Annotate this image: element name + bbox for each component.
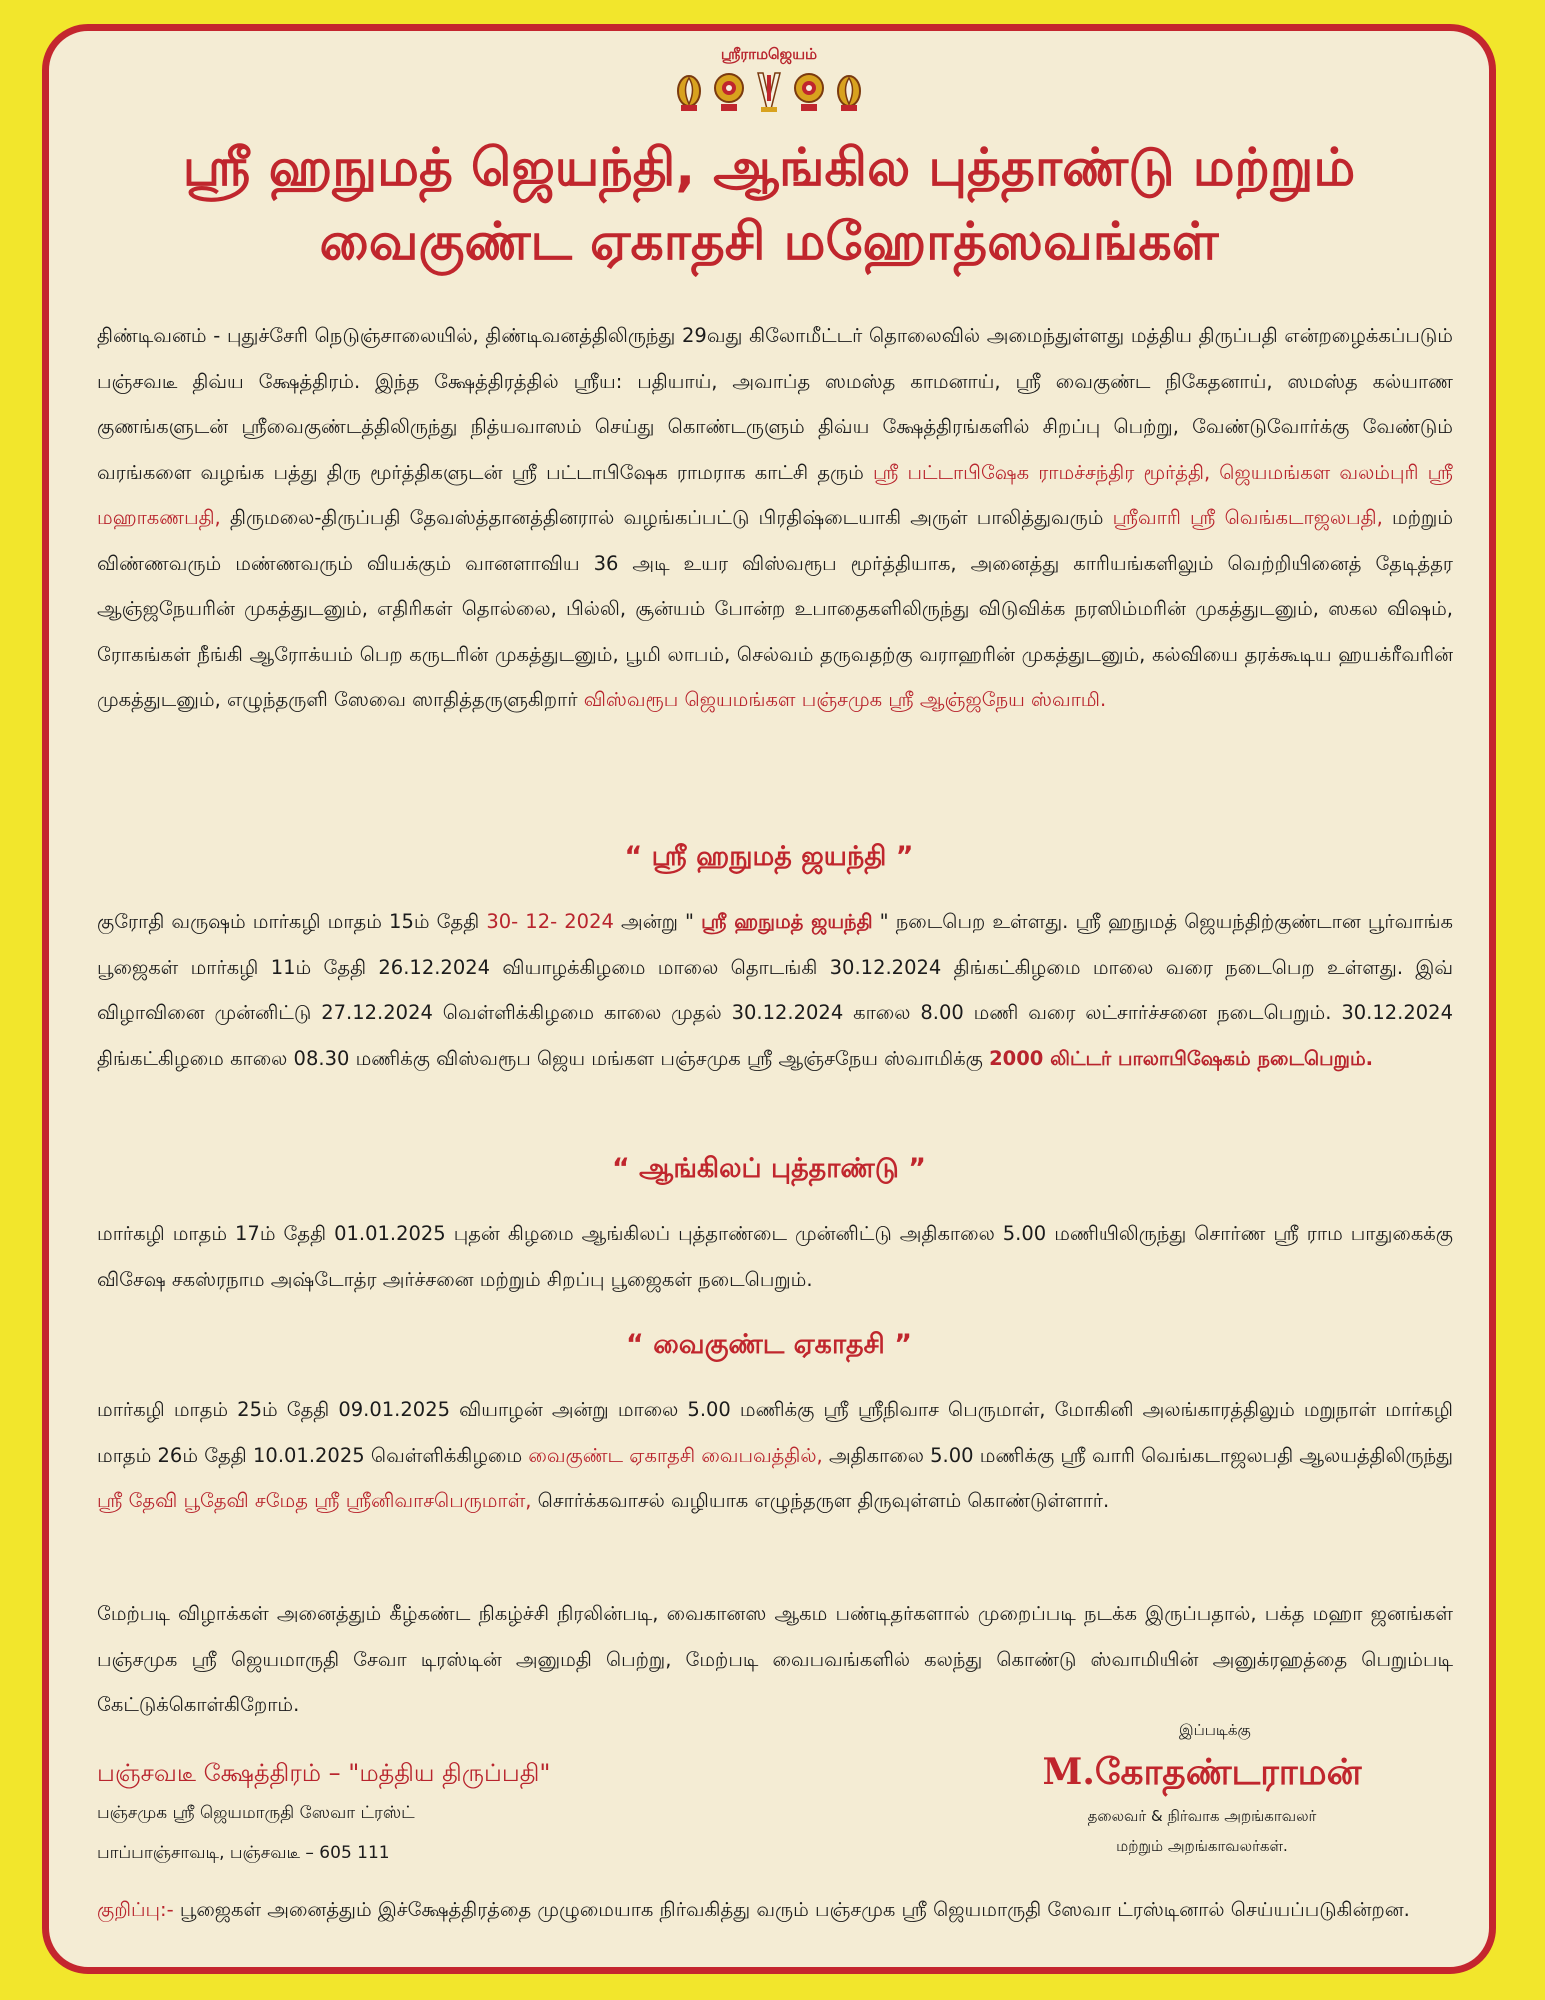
ekadasi-highlight: வைகுண்ட ஏகாதசி வைபவத்தில், — [528, 1443, 823, 1467]
signatory-role-2: மற்றும் அறங்காவலர்கள். — [1116, 1837, 1288, 1855]
title-line-1: ஸ்ரீ ஹநுமத் ஜெயந்தி, ஆங்கில புத்தாண்டு மற்றும் — [182, 138, 1356, 198]
intro-text-2: திருமலை-திருப்பதி தேவஸ்த்தானத்தினரால் வழங்கப்பட்டு பிரதிஷ்டையாகி அருள் பாலித்துவரும் — [220, 506, 1113, 529]
address-line-1: பஞ்சமுக ஸ்ரீ ஜெயமாருதி ஸேவா ட்ரஸ்ட் — [97, 1803, 415, 1823]
chakra-emblem-icon — [792, 69, 826, 113]
footnote-text: பூஜைகள் அனைத்தும் இச்க்ஷேத்திரத்தை முழுமையாக நிர்வகித்து வரும் பஞ்சமுக ஸ்ரீ ஜெயமாருதி ஸேவா ட்ரஸ்டினால் செய்யப்படுகின்றன. — [173, 1898, 1410, 1921]
address-line-2: பாப்பாஞ்சாவடி, பஞ்சவடீ – 605 111 — [97, 1843, 390, 1863]
intro-deities-highlight: ஸ்ரீ பட்டாபிஷேக ராமச்சந்திர மூர்த்தி, ஜெயமங்கள வலம்புரி ஸ்ரீ மஹாகணபதி, — [97, 460, 1454, 529]
intro-anjaneya-highlight: விஸ்வரூப ஜெயமங்கள பஞ்சமுக ஸ்ரீ ஆஞ்ஜநேய ஸ்வாமி. — [583, 688, 1107, 711]
perumal-highlight: ஸ்ரீ தேவி பூதேவி சமேத ஸ்ரீ ஸ்ரீனிவாசபெருமாள், — [97, 1489, 532, 1512]
hanumath-jayanthi-paragraph: குரோதி வருஷம் மார்கழி மாதம் 15ம் தேதி 30- 12- 2024 அன்று " ஸ்ரீ ஹநுமத் ஜயந்தி " நடைபெற உள்ளது. ஸ்ரீ ஹநுமத் ஜெயந்திற்குண்டான பூர்வாங்க பூஜைகள் மார்கழி 11ம் தேதி 26.12.2024 வியாழக்கிழமை மாலை தொடங்கி 30.12.2024 திங்கட்கிழமை மாலை வரை நடைபெற உள்ளது. இவ் விழாவினை முன்னிட்டு 27.12.2024 வெள்ளிக்கிழமை காலை முதல் 30.12.2024 காலை 8.00 மணி வரை லட்சார்ச்சனை நடைபெறும். 30.12.2024 திங்கட்கிழமை காலை 08.30 மணிக்கு விஸ்வரூப ஜெய மங்கள பஞ்சமுக ஸ்ரீ ஆஞ்சநேய ஸ்வாமிக்கு 2000 லிட்டர் பாலாபிஷேகம் நடைபெறும். — [97, 910, 1453, 1070]
section-heading-vaikunta-ekadasi: “ வைகுண்ட ஏகாதசி ” — [626, 1329, 912, 1360]
top-invocation: ஸ்ரீராமஜெயம் — [720, 45, 818, 63]
abhishekam-highlight: 2000 லிட்டர் பாலாபிஷேகம் நடைபெறும். — [989, 1046, 1374, 1070]
signatory-role: தலைவர் & நிர்வாக அறங்காவலர் — [1087, 1807, 1317, 1825]
intro-text-3: மற்றும் விண்ணவரும் மண்ணவரும் வியக்கும் வானளாவிய 36 அடி உயர விஸ்வரூப மூர்த்தியாக, அனைத்து காரியங்களிலும் வெற்றியினைத் தேடித்தர ஆஞ்ஜநேயரின் முகத்துடனும், எதிரிகள் தொல்லை, பில்லி, சூன்யம் போன்ற உபாதைகளிலிருந்து விடுவிக்க நரஸிம்மரின் முகத்துடனும், ஸகல விஷம், ரோகங்கள் நீங்கி ஆரோக்யம் பெற கருடரின் முகத்துடனும், பூமி லாபம், செல்வம் தருவதற்கு வராஹரின் முகத்துடனும், கல்வியை தரக்கூடிய ஹயக்ரீவரின் முகத்துடனும், எழுந்தருளி ஸேவை ஸாதித்தருளுகிறார் — [97, 506, 1454, 711]
signatory-name: M.கோதண்டராமன் — [1042, 1751, 1362, 1793]
signature-greeting: இப்படிக்கு — [1179, 1721, 1251, 1739]
vaikunta-ekadasi-paragraph: மார்கழி மாதம் 25ம் தேதி 09.01.2025 வியாழன் அன்று மாலை 5.00 மணிக்கு ஸ்ரீ ஸ்ரீநிவாச பெருமாள், மோகினி அலங்காரத்திலும் மறுநாள் மார்கழி மாதம் 26ம் தேதி 10.01.2025 வெள்ளிக்கிழமை வைகுண்ட ஏகாதசி வைபவத்தில், அதிகாலை 5.00 மணிக்கு ஸ்ரீ வாரி வெங்கடாஜலபதி ஆலயத்திலிருந்து ஸ்ரீ தேவி பூதேவி சமேத ஸ்ரீ ஸ்ரீனிவாசபெருமாள், சொர்க்கவாசல் வழியாக எழுந்தருள திருவுள்ளம் கொண்டுள்ளார். — [97, 1398, 1454, 1512]
footnote-label: குறிப்பு:- — [97, 1898, 174, 1921]
intro-text-1: திண்டிவனம் - புதுச்சேரி நெடுஞ்சாலையில், திண்டிவனத்திலிருந்து 29வது கிலோமீட்டர் தொலைவில் அமைந்துள்ளது மத்திய திருப்பதி என்றழைக்கப்படும் பஞ்சவடீ திவ்ய க்ஷேத்திரம். இந்த க்ஷேத்திரத்தில் ஸ்ரீய: பதியாய், அவாப்த ஸமஸ்த காமனாய், ஸ்ரீ வைகுண்ட நிகேதனாய், ஸமஸ்த கல்யாண குணங்களுடன் ஸ்ரீவைகுண்டத்திலிருந்து நித்யவாஸம் செய்து கொண்டருளும் திவ்ய க்ஷேத்திரங்களில் சிறப்பு பெற்று, வேண்டுவோர்க்கு வேண்டும் வரங்களை வழங்க பத்து திரு மூர்த்திகளுடன் ஸ்ரீ பட்டாபிஷேக ராமராக காட்சி தரும் — [97, 324, 1453, 484]
jayanthi-date: 30- 12- 2024 — [486, 910, 614, 933]
jayanthi-event-name: ஸ்ரீ ஹநுமத் ஜயந்தி — [701, 910, 873, 933]
new-year-paragraph: மார்கழி மாதம் 17ம் தேதி 01.01.2025 புதன் கிழமை ஆங்கிலப் புத்தாண்டை முன்னிட்டு அதிகாலை 5.00 மணியிலிருந்து சொர்ண ஸ்ரீ ராம பாதுகைக்கு விசேஷ சகஸ்ரநாம அஷ்டோத்ர அர்ச்சனை மற்றும் சிறப்பு பூஜைகள் நடைபெறும். — [97, 1222, 1453, 1291]
address-title: பஞ்சவடீ க்ஷேத்திரம் – "மத்திய திருப்பதி" — [97, 1759, 551, 1787]
footnote — [97, 1893, 1453, 1927]
namam-emblem-icon — [752, 69, 786, 113]
intro-paragraph — [97, 313, 1453, 723]
sankha-emblem-icon — [832, 69, 866, 113]
section-heading-hanumath-jayanthi: “ ஸ்ரீ ஹநுமத் ஜயந்தி ” — [624, 841, 914, 872]
notice-card — [42, 24, 1496, 1974]
closing-paragraph: மேற்படி விழாக்கள் அனைத்தும் கீழ்கண்ட நிகழ்ச்சி நிரலின்படி, வைகானஸ ஆகம பண்டிதர்களால் முறைப்படி நடக்க இருப்பதால், பக்த மஹா ஜனங்கள் பஞ்சமுக ஸ்ரீ ஜெயமாருதி சேவா டிரஸ்டின் அனுமதி பெற்று, மேற்படி வைபவங்களில் கலந்து கொண்டு ஸ்வாமியின் அனுக்ரஹத்தை பெறும்படி கேட்டுக்கொள்கிறோம். — [97, 1602, 1453, 1716]
sankha-emblem-icon — [672, 69, 706, 113]
title-line-2: வைகுண்ட ஏகாதசி மஹோத்ஸவங்கள் — [319, 212, 1219, 272]
section-heading-new-year: “ ஆங்கிலப் புத்தாண்டு ” — [612, 1153, 926, 1184]
intro-venkatachalapathy-highlight: ஸ்ரீவாரி ஸ்ரீ வெங்கடாஜலபதி, — [1112, 506, 1383, 529]
emblem-row — [49, 69, 1489, 113]
chakra-emblem-icon — [712, 69, 746, 113]
